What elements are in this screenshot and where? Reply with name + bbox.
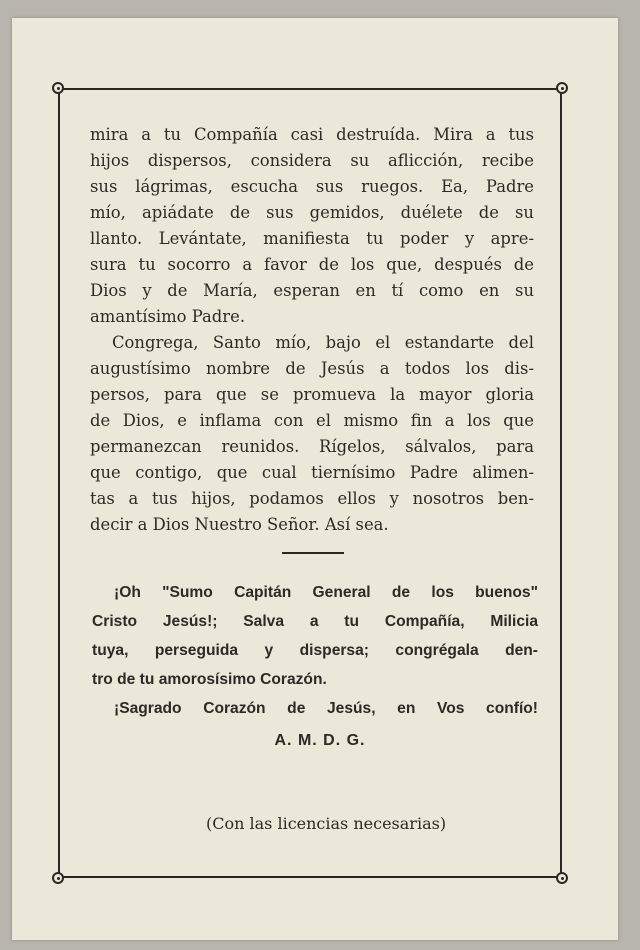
text-line: sura tu socorro a favor de los que, después de: [90, 255, 534, 274]
text-line: augustísimo nombre de Jesús a todos los dis-: [90, 359, 534, 378]
text-line: amantísimo Padre.: [90, 307, 246, 326]
text-line: hijos dispersos, considera su aflicción, recibe: [90, 151, 534, 170]
text-line: Dios y de María, esperan en tí como en su: [90, 281, 534, 300]
invocation-line: tuya, perseguida y dispersa; congrégala den-: [92, 642, 538, 659]
frame-corner-ornament-icon: [52, 82, 64, 94]
text-line: sus lágrimas, escucha sus ruegos. Ea, Padre: [90, 177, 534, 196]
prayer-paragraph-1: [90, 122, 534, 330]
frame-corner-ornament-icon: [556, 82, 568, 94]
invocation: [92, 578, 538, 723]
section-divider: [282, 552, 344, 554]
text-line: tas a tus hijos, podamos ellos y nosotros ben-: [90, 489, 534, 508]
text-line: mío, apiádate de sus gemidos, duélete de su: [90, 203, 534, 222]
invocation-line: Cristo Jesús!; Salva a tu Compañía, Milicia: [92, 613, 538, 630]
license-note: (Con las licencias necesarias): [206, 814, 447, 833]
text-line: Congrega, Santo mío, bajo el estandarte del: [112, 333, 534, 352]
prayer-paragraph-2: [90, 330, 534, 538]
text-line: persos, para que se promueva la mayor gloria: [90, 385, 534, 404]
invocation-closing: ¡Sagrado Corazón de Jesús, en Vos confío!: [114, 700, 538, 717]
text-line: llanto. Levántate, manifiesta tu poder y apre-: [90, 229, 534, 248]
amdg-motto: A. M. D. G.: [274, 732, 366, 749]
text-line: mira a tu Compañía casi destruída. Mira a tus: [90, 125, 534, 144]
frame-corner-ornament-icon: [556, 872, 568, 884]
text-line: decir a Dios Nuestro Señor. Así sea.: [90, 515, 389, 534]
prayer-text: [90, 122, 534, 538]
text-line: de Dios, e inflama con el mismo fin a los que: [90, 411, 534, 430]
invocation-line: ¡Oh "Sumo Capitán General de los buenos": [114, 584, 538, 601]
text-line: que contigo, que cual tiernísimo Padre alimen-: [90, 463, 534, 482]
frame-corner-ornament-icon: [52, 872, 64, 884]
invocation-line: tro de tu amorosísimo Corazón.: [92, 671, 327, 688]
text-line: permanezcan reunidos. Rígelos, sálvalos, para: [90, 437, 534, 456]
